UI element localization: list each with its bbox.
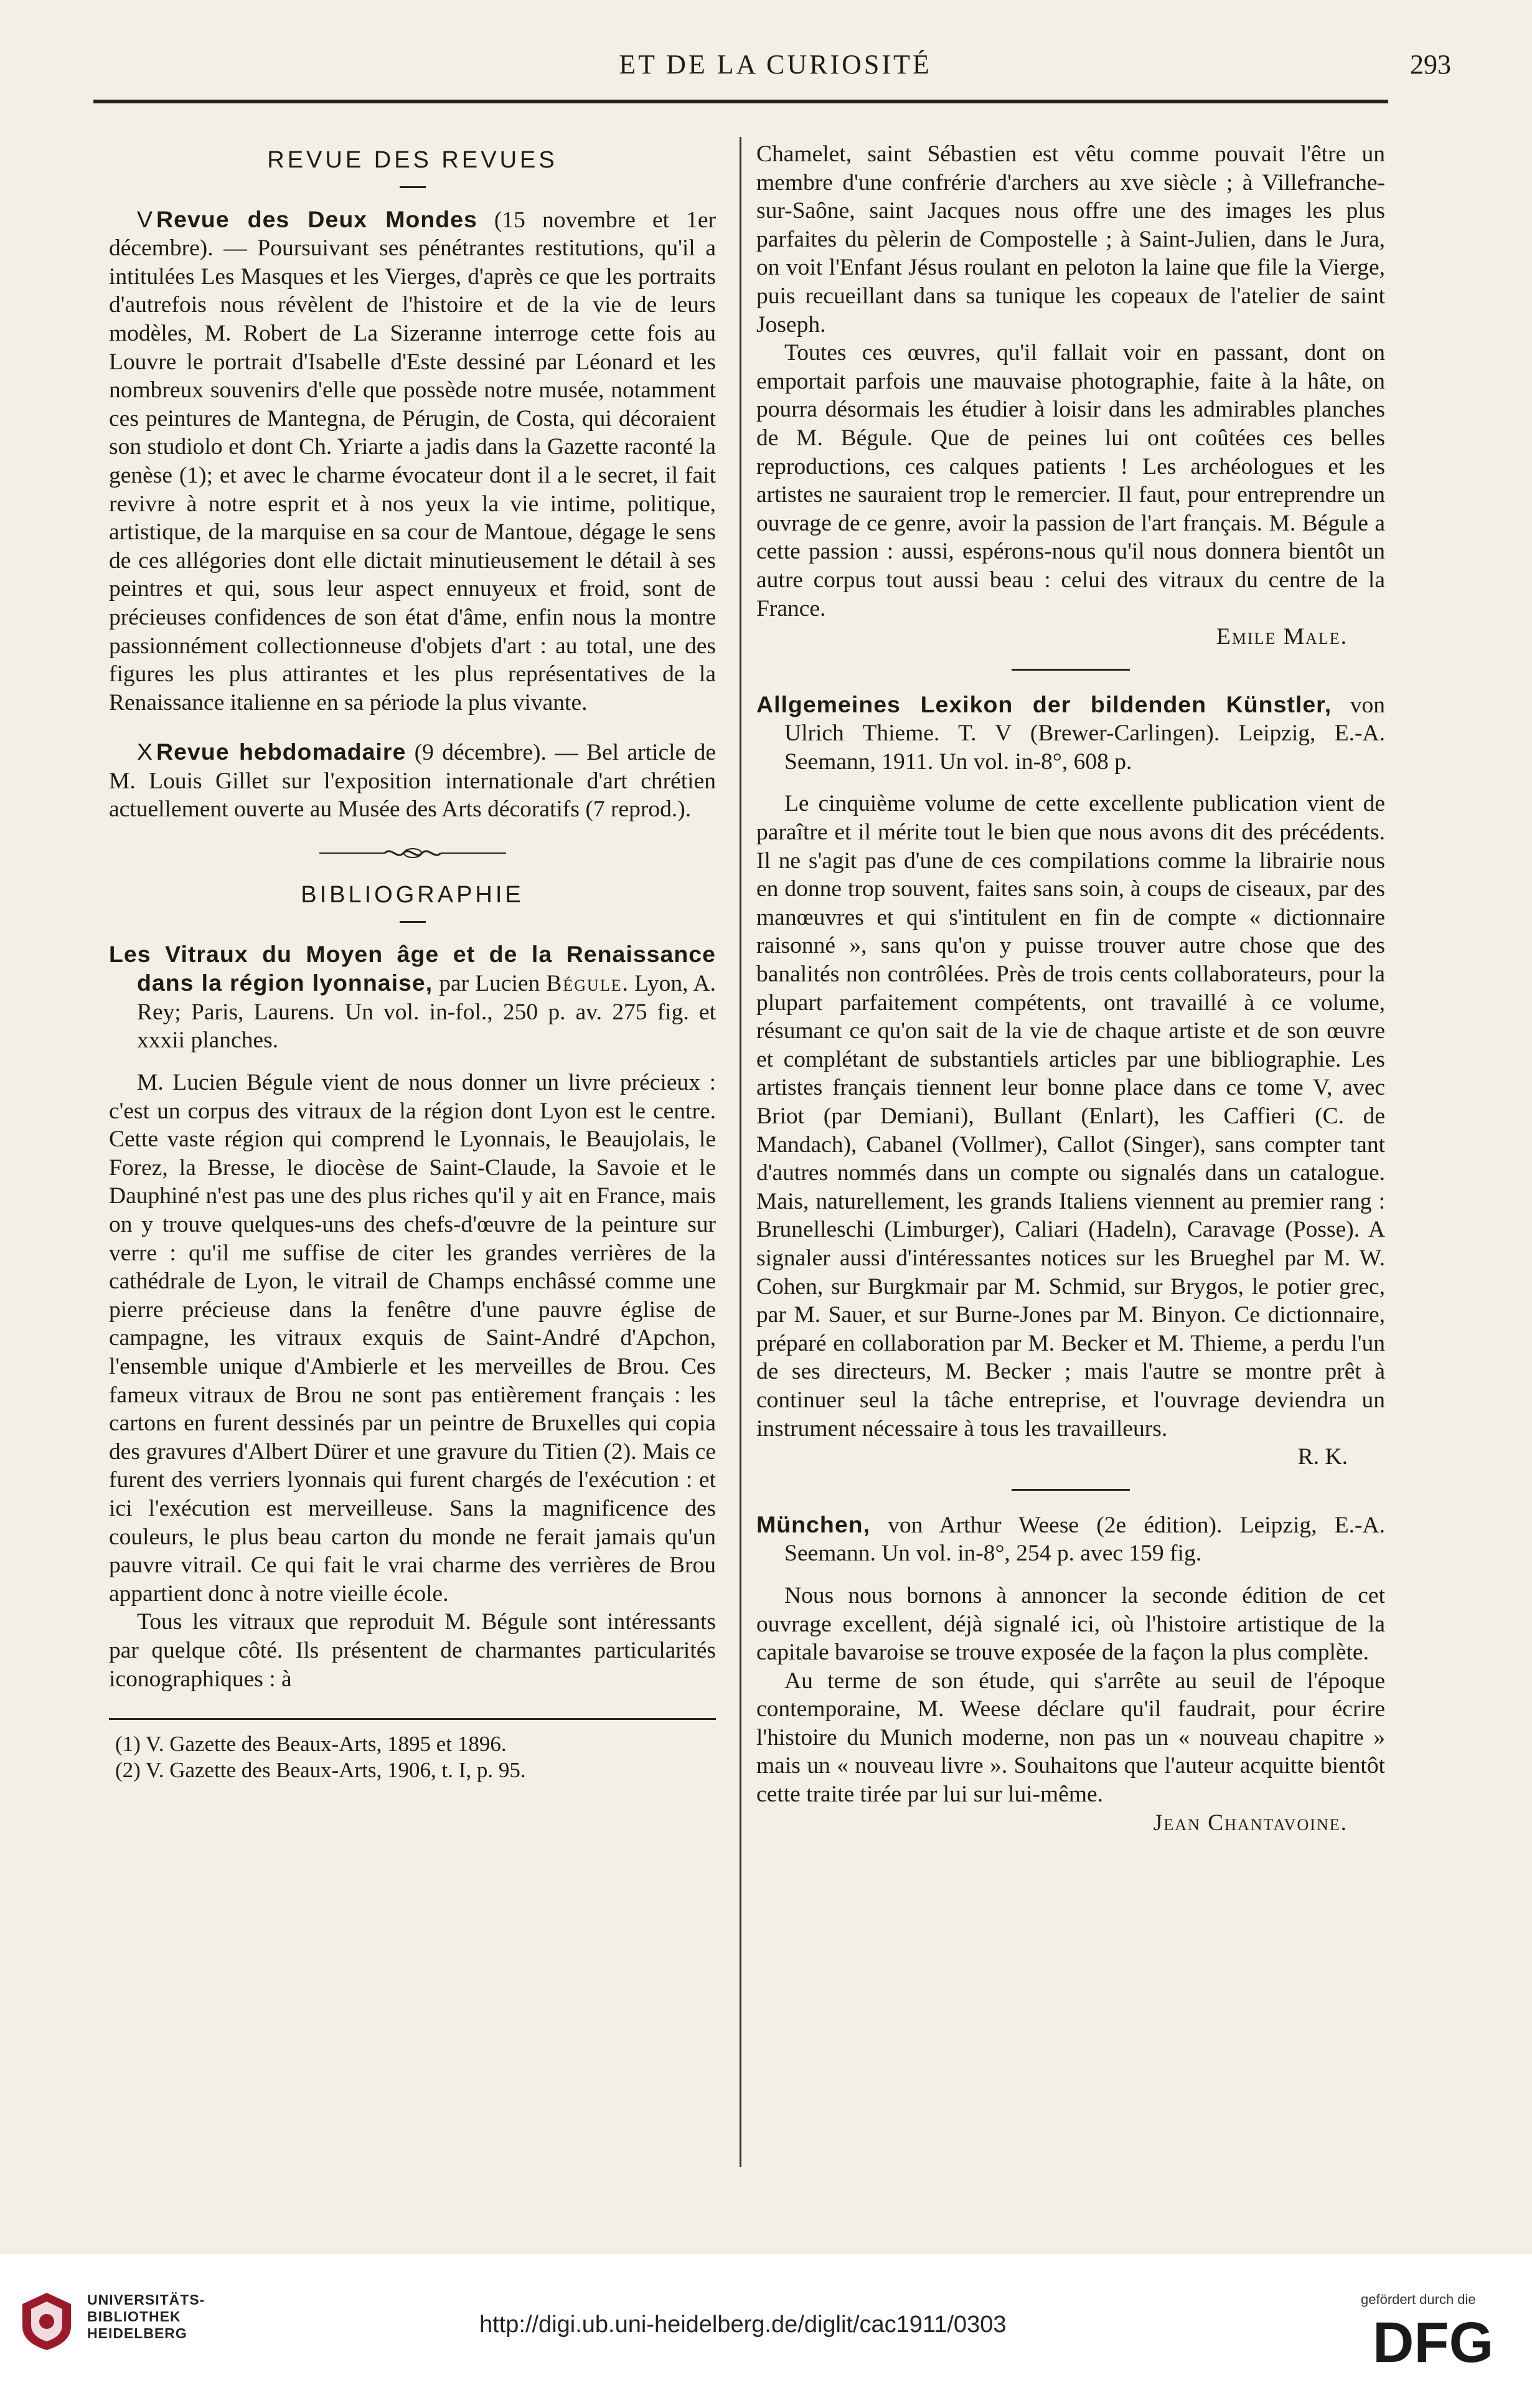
running-head xyxy=(87,44,1464,87)
munchen-heading: München, xyxy=(756,1511,870,1537)
vitraux-author-pre: par Lucien xyxy=(433,971,547,997)
vitraux-paragraph-2: Tous les vitraux que reproduit M. Bégule sont intéressants par quelque côté. Ils présentent de charmantes particularités iconographiques : à xyxy=(109,1609,716,1692)
university-logo xyxy=(19,2290,75,2353)
handwritten-mark: V xyxy=(137,205,153,232)
munchen-paragraph-1: Nous nous bornons à annoncer la seconde édition de cet ouvrage excellent, déjà signalé ici, où l'histoire artistique de la capitale bavaroise se trouve exposée de la façon la plus complète. xyxy=(756,1582,1385,1666)
title-dash xyxy=(400,186,426,188)
rdm-entry xyxy=(109,205,716,717)
section-rule xyxy=(1012,1489,1130,1491)
rdm-text: (15 novembre et 1er décembre). — Poursuivant ses pénétrantes restitutions, qu'il a intitulées Les Masques et les Vierges, d'après ce que les portraits d'autrefois nous révèlent de l'histoire et de la vie de leurs modèles, M. Robert de La Sizeranne interroge cette fois au Louvre le portrait d'Isabelle d'Este dessiné par Léonard et les nombreux souvenirs d'elle que possède notre musée, notamment ces peintures de Mantegna, de Pérugin, de Costa, qui décoraient son studiolo et dont Ch. Yriarte a jadis dans la Gazette raconté la genèse (1); et avec le charme évocateur dont il a le secret, il fait revivre à notre esprit et à nos yeux la vie intime, politique, artistique, de la marquise en sa cour de Mantoue, dégage le sens de ces allégories dont elle dictait minutieusement le détail à ses peintres et qui, sous leur aspect ennuyeux et froid, sont de précieuses confidences de son état d'âme, enfin nous la montre passionnément collectionneuse d'objets d'art : au total, une des figures les plus attirantes et les plus représentatives de la Renaissance italienne en sa période la plus vivante. xyxy=(109,207,716,715)
lexikon-entry-head xyxy=(756,691,1385,777)
title-dash xyxy=(400,921,426,923)
vitraux-entry-head xyxy=(109,940,716,1055)
header-rule xyxy=(93,100,1388,103)
signature-rk: R. K. xyxy=(1297,1444,1348,1470)
lexikon-paragraph: Le cinquième volume de cette excellente publication vient de paraître et il mérite tout le bien que nous avons dit des précédents. Il ne s'agit pas d'une de ces compilations comme la librairie nous en donne trop souvent, faites sans soin, à coups de ciseaux, par des manœuvres et qui s'intitulent en fin de compte « dictionnaire raisonné », sans qu'on y puisse trouver autre chose que des banalités non contrôlées. Près de trois cents collaborateurs, pour la plupart parfaitement compétents, ont travaillé à ce volume, résumant ce qu'on sait de la vie de chaque artiste et de son œuvre et complétant de substantiels articles par une bibliographie. Les artistes français tiennent leur bonne place dans ce tome V, avec Briot (par Demiani), Bullant (Enlart), les Caffieri (C. de Mandach), Cabanel (Vollmer), Callot (Singer), sans compter tant d'autres nommés dans un compte ou signalés dans un catalogue. Mais, naturellement, les grands Italiens viennent au premier rang : Brunelleschi (Limburger), Caliari (Hadeln), Caravage (Posse). A signaler aussi d'intéressantes notices sur les Brueghel par M. W. Cohen, sur Burgkmair par M. Schmid, sur Brygos, le potier grec, par M. Sauer, et sur Burne-Jones par M. Binyon. Ce dictionnaire, préparé en collaboration par M. Becker et M. Thieme, a perdu l'un de ses directeurs, M. Becker ; mais l'autre se montre prêt à continuer seul la tâche entreprise, et l'ouvrage deviendra un instrument nécessaire à tous les travailleurs. xyxy=(756,791,1385,1442)
signature-male: Emile Male. xyxy=(1216,624,1348,650)
vitraux-author: Bégule xyxy=(546,971,623,997)
rdm-heading: Revue des Deux Mondes xyxy=(156,205,477,232)
signature-chantavoine: Jean Chantavoine. xyxy=(1153,1810,1348,1836)
university-name: UNIVERSITÄTS- BIBLIOTHEK HEIDELBERG xyxy=(87,2292,205,2341)
digitization-footer xyxy=(0,2254,1532,2408)
rh-heading: Revue hebdomadaire xyxy=(156,739,406,765)
bibliographie-title: BIBLIOGRAPHIE xyxy=(301,882,524,909)
left-column xyxy=(109,140,716,1783)
column-divider xyxy=(740,137,741,2167)
right-column xyxy=(756,140,1385,1837)
continued-paragraph-1: Chamelet, saint Sébastien est vêtu comme pouvait l'être un membre d'une confrérie d'archers au xve siècle ; à Villefranche-sur-Saône, saint Jacques nous offre une des images les plus parfaites du pèlerin de Compostelle ; à Saint-Julien, dans le Jura, on voit l'Enfant Jésus roulant en peloton la laine que file la Vierge, puis recueillant dans sa tunique les copeaux de l'atelier de saint Joseph. xyxy=(756,141,1385,338)
vitraux-paragraph-1: M. Lucien Bégule vient de nous donner un livre précieux : c'est un corpus des vitraux de la région dont Lyon est le centre. Cette vaste région qui comprend le Lyonnais, le Beaujolais, le Forez, la Bresse, le diocèse de Saint-Claude, la Savoie et le Dauphiné n'est pas une des plus riches qu'il y ait en France, mais on y trouve quelques-uns des chefs-d'œuvre de la peinture sur verre : qu'il me suffise de citer les grandes verrières de la cathédrale de Lyon, le vitrail de Champs enchâssé comme une pierre précieuse dans la fenêtre d'une pauvre église de campagne, les vitraux exquis de Saint-André d'Apchon, l'ensemble unique d'Ambierle et les merveilles de Brou. Ces fameux vitraux de Brou ne sont pas entièrement français : les cartons en furent dessinés par un peintre de Bruxelles qui copia des gravures d'Albert Dürer et une gravure du Titien (2). Mais ce furent des verriers lyonnais qui furent chargés de l'exécution : et ici l'exécution est merveilleuse. Sans la magnificence des couleurs, le plus beau carton du monde ne ferait jamais qu'un pauvre vitrail. Ce qui fait le vrai charme des verrières de Brou appartient donc à notre vieille école. xyxy=(109,1070,716,1607)
svg-text:DFG: DFG xyxy=(1373,2313,1494,2369)
page-number: 293 xyxy=(1410,49,1451,80)
section-rule xyxy=(1012,669,1130,671)
rh-entry xyxy=(109,738,716,824)
vitraux-heading: Les Vitraux du Moyen âge et de la Renaissance dans la région lyonnaise, xyxy=(109,940,716,996)
rh-text: (9 décembre). — Bel article de M. Louis Gillet sur l'exposition internationale d'art chrétien actuellement ouverte au Musée des Arts décoratifs (7 reprod.). xyxy=(109,740,716,823)
lexikon-pub: von Ulrich Thieme. T. V (Brewer-Carlingen). Leipzig, E.-A. Seemann, 1911. Un vol. in-8°, 608 p. xyxy=(784,692,1385,775)
revue-des-revues-title: REVUE DES REVUES xyxy=(267,147,558,173)
running-title: ET DE LA CURIOSITÉ xyxy=(619,49,932,80)
dfg-logo xyxy=(1373,2313,1513,2369)
handwritten-mark: X xyxy=(137,739,153,765)
vitraux-pub: . Lyon, A. Rey; Paris, Laurens. Un vol. in-fol., 250 p. av. 275 fig. et xxxii planches. xyxy=(137,971,716,1054)
footnote-rule xyxy=(109,1718,716,1720)
munchen-pub: von Arthur Weese (2e édition). Leipzig, E.-A. Seemann. Un vol. in-8°, 254 p. avec 159 fig. xyxy=(784,1512,1385,1567)
footnote-2: (2) V. Gazette des Beaux-Arts, 1906, t. I, p. 95. xyxy=(115,1758,526,1783)
source-url-link[interactable]: http://digi.ub.uni-heidelberg.de/diglit/cac1911/0303 xyxy=(479,2311,1007,2338)
lexikon-heading: Allgemeines Lexikon der bildenden Künstler, xyxy=(756,691,1332,717)
funded-by-label: gefördert durch die xyxy=(1361,2292,1476,2307)
ornament-divider xyxy=(319,846,506,860)
munchen-entry-head xyxy=(756,1511,1385,1568)
footnote-1: (1) V. Gazette des Beaux-Arts, 1895 et 1896. xyxy=(115,1732,507,1757)
munchen-paragraph-2: Au terme de son étude, qui s'arrête au seuil de l'époque contemporaine, M. Weese déclare qu'il faudrait, pour écrire l'histoire du Munich moderne, non pas un « nouveau chapitre » mais un « nouveau livre ». Souhaitons que l'auteur acquitte bientôt cette traite tirée par lui sur lui-même. xyxy=(756,1668,1385,1808)
continued-paragraph-2: Toutes ces œuvres, qu'il fallait voir en passant, dont on emportait parfois une mauvaise photographie, faite à la hâte, on pourra désormais les étudier à loisir dans les admirables planches de M. Bégule. Que de peines lui ont coûtées ces belles reproductions, ces calques patients ! Les archéologues et les artistes ne sauraient trop le remercier. Il faut, pour entreprendre un ouvrage de ce genre, avoir la passion de l'art français. M. Bégule a cette passion : aussi, espérons-nous qu'il nous donnera bientôt un autre corpus tout aussi beau : celui des vitraux du centre de la France. xyxy=(756,340,1385,621)
